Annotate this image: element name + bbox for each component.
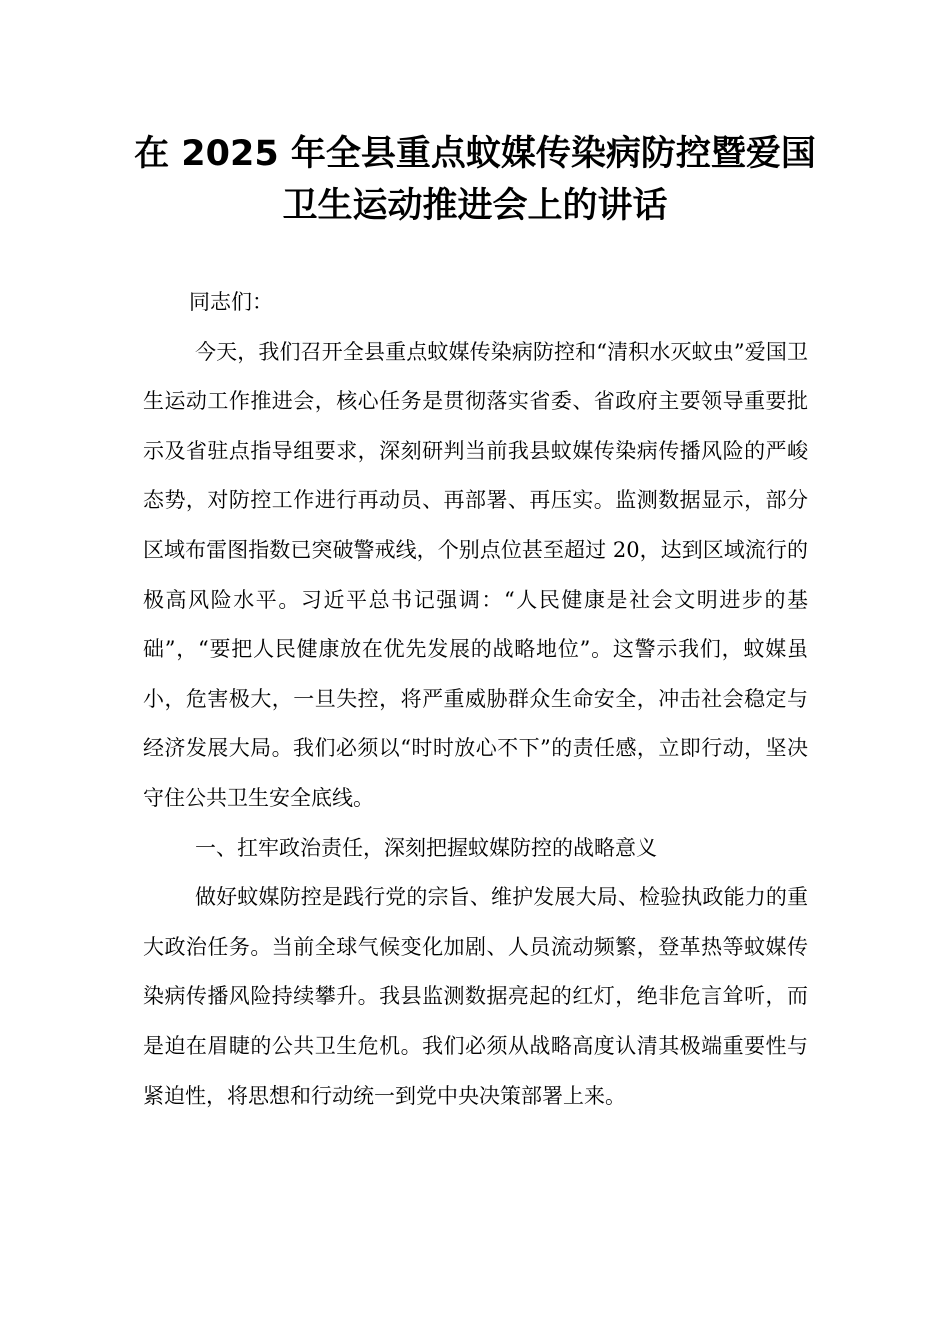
intro-paragraph: 今天，我们召开全县重点蚊媒传染病防控和“清积水灭蚊虫”爱国卫生运动工作推进会，核心任务是贯彻落实省委、省政府主要领导重要批示及省驻点指导组要求，深刻研判当前我县蚊媒传染病传播风险的严峻态势，对防控工作进行再动员、再部署、再压实。监测数据显示，部分区域布雷图指数已突破警戒线，个别点位甚至超过 20，达到区域流行的极高风险水平。习近平总书记强调：“人民健康是社会文明进步的基础”，“要把人民健康放在优先发展的战略地位”。这警示我们，蚊媒虽小，危害极大，一旦失控，将严重威胁群众生命安全，冲击社会稳定与经济发展大局。我们必须以“时时放心不下”的责任感，立即行动，坚决守住公共卫生安全底线。: [143, 339, 808, 810]
document-body: [143, 278, 808, 1121]
salutation: 同志们：: [189, 290, 273, 314]
title-line-1: 在 2025 年全县重点蚊媒传染病防控暨爱国: [134, 134, 816, 174]
section-heading: 一、扛牢政治责任，深刻把握蚊媒防控的战略意义: [195, 835, 657, 860]
section-paragraph: 做好蚊媒防控是践行党的宗旨、维护发展大局、检验执政能力的重大政治任务。当前全球气候变化加剧、人员流动频繁，登革热等蚊媒传染病传播风险持续攀升。我县监测数据亮起的红灯，绝非危言耸听，而是迫在眉睫的公共卫生危机。我们必须从战略高度认清其极端重要性与紧迫性，将思想和行动统一到党中央决策部署上来。: [143, 885, 808, 1108]
title-line-2: 卫生运动推进会上的讲话: [282, 186, 668, 226]
document-title: [130, 128, 820, 232]
